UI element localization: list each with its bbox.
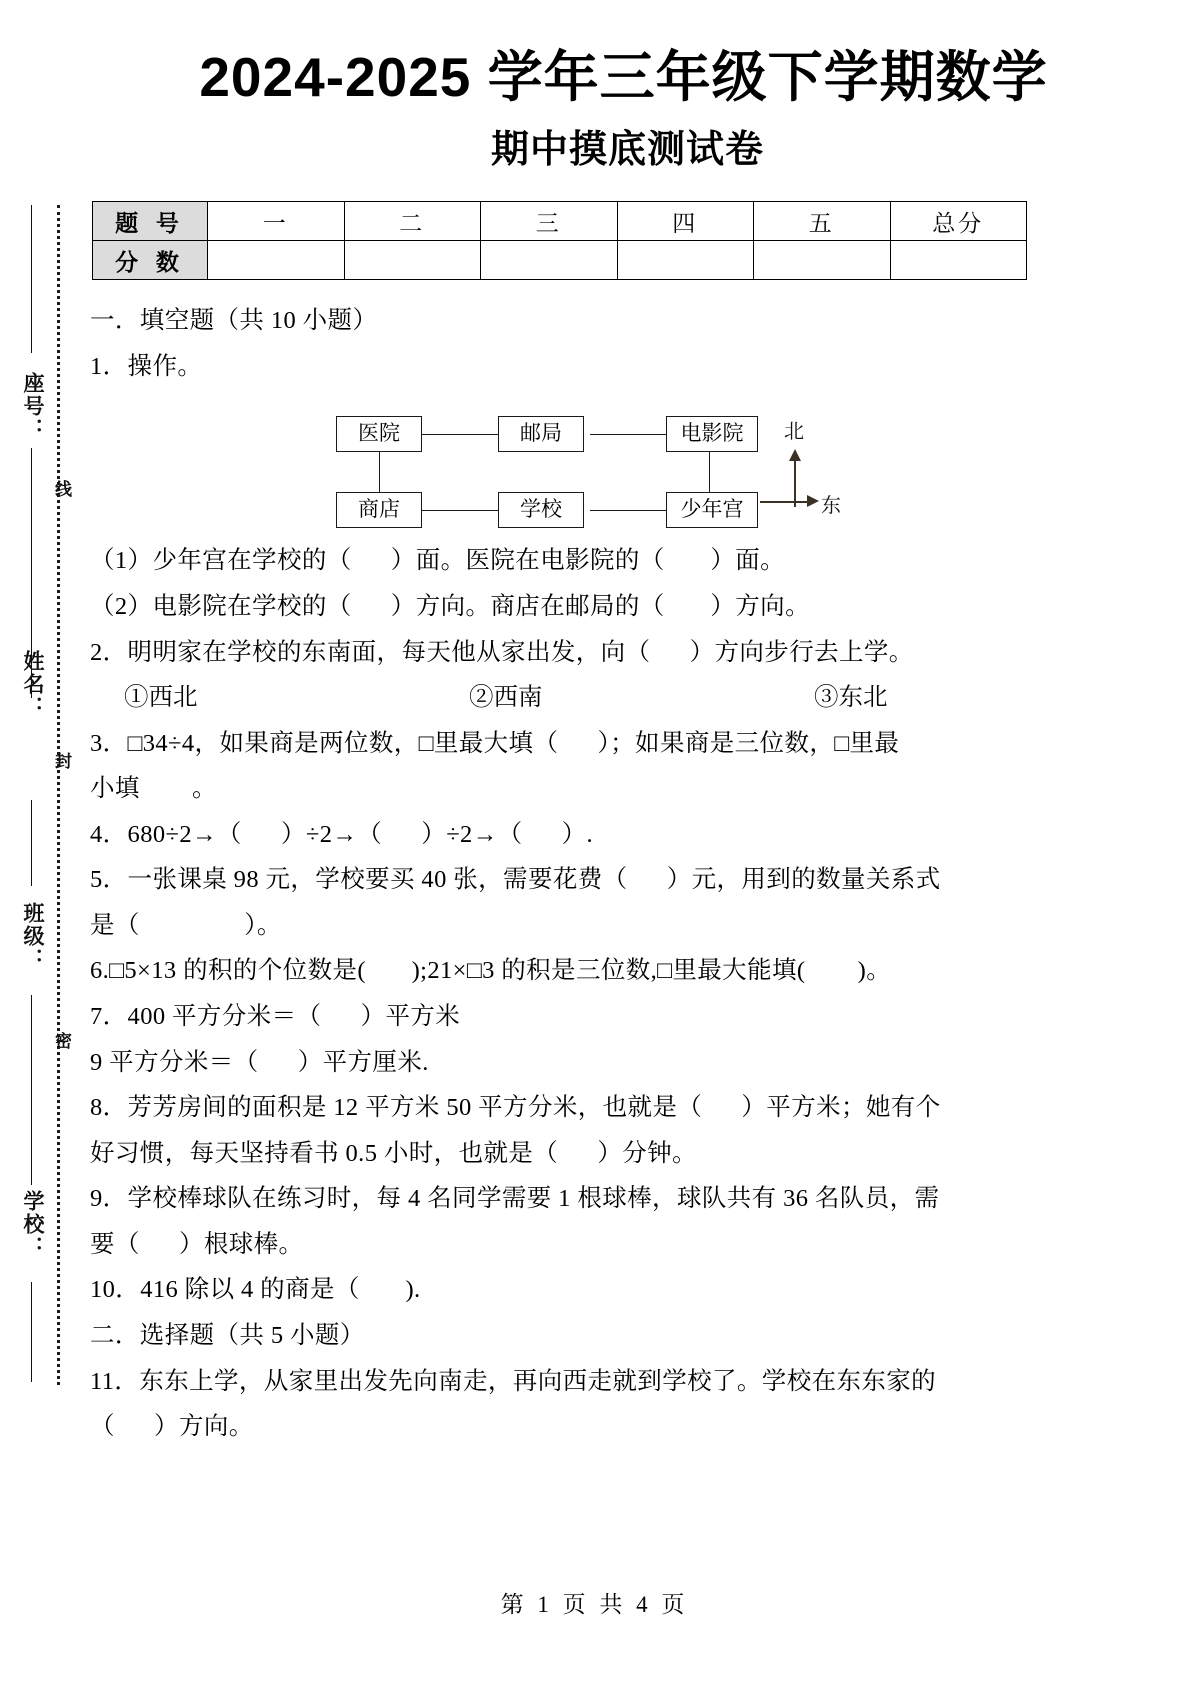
- connector-store-school: [422, 510, 498, 511]
- question-5-line-1: 5．一张课桌 98 元，学校要买 40 张，需要花费（ ）元，用到的数量关系式: [90, 866, 941, 894]
- compass-label-north: 北: [784, 421, 804, 444]
- seal-line-seg-1: [31, 205, 32, 353]
- score-table-col-3: 三: [481, 202, 618, 241]
- section-heading-fill-in-blank: 一．填空题（共 10 小题）: [90, 307, 378, 335]
- question-3-line-1: 3．□34÷4，如果商是两位数，□里最大填（ ）；如果商是三位数，□里最: [90, 729, 900, 757]
- question-2-option-1[interactable]: ①西北: [124, 684, 198, 712]
- map-box-cinema: 电影院: [666, 416, 758, 452]
- table-row-question-numbers: [93, 202, 1027, 241]
- seal-margin: [0, 0, 78, 1684]
- seal-char-mi: 密: [52, 1032, 71, 1051]
- seal-char-xian: 线: [52, 480, 71, 499]
- question-7-line-2: 9 平方分米＝（ ）平方厘米.: [90, 1048, 429, 1076]
- question-11-line-1: 11．东东上学，从家里出发先向南走，再向西走就到学校了。学校在东东家的: [90, 1367, 937, 1395]
- seal-field-class: 班级：: [21, 902, 45, 971]
- table-row-scores: [93, 241, 1027, 280]
- compass-east-arrow-icon: [807, 495, 819, 507]
- connector-postoffice-cinema: [590, 434, 666, 435]
- map-box-store: 商店: [336, 492, 422, 528]
- connector-cinema-youthpalace: [709, 452, 710, 492]
- connector-hospital-postoffice: [422, 434, 498, 435]
- question-7-line-1: 7．400 平方分米＝（ ）平方米: [90, 1003, 461, 1030]
- seal-char-feng: 封: [52, 752, 71, 771]
- score-cell-4[interactable]: [617, 241, 754, 280]
- score-table-wrapper: [78, 201, 1191, 280]
- score-table-col-1: 一: [208, 202, 345, 241]
- map-box-hospital: 医院: [336, 416, 422, 452]
- question-4: 4．680÷2→（ ）÷2→（ ）÷2→（ ）.: [90, 820, 594, 848]
- score-cell-3[interactable]: [481, 241, 618, 280]
- connector-school-youthpalace: [590, 510, 666, 511]
- question-5-line-2: 是（ ）。: [90, 911, 282, 939]
- seal-line-seg-4: [31, 995, 32, 1185]
- compass-east-axis: [760, 501, 808, 503]
- question-8-line-1: 8．芳芳房间的面积是 12 平方米 50 平方分米，也就是（ ）平方米；她有个: [90, 1094, 941, 1122]
- score-cell-5[interactable]: [754, 241, 891, 280]
- question-3-line-2: 小填 。: [90, 775, 217, 803]
- exam-body: [78, 298, 1191, 1449]
- question-9-line-2: 要（ ）根球棒。: [90, 1230, 304, 1258]
- compass-north-arrow-icon: [789, 449, 801, 461]
- seal-dotted-line: [57, 205, 60, 1385]
- compass-north-axis: [794, 459, 796, 507]
- question-11-line-2: （ ）方向。: [90, 1413, 254, 1441]
- page-title: 2024-2025 学年三年级下学期数学: [199, 46, 1048, 108]
- map-box-school: 学校: [498, 492, 584, 528]
- score-table-col-total: 总分: [890, 202, 1027, 241]
- seal-line-seg-5: [31, 1282, 32, 1382]
- question-1-stem: 1．操作。: [90, 352, 203, 380]
- score-table-col-5: 五: [754, 202, 891, 241]
- connector-hospital-store: [379, 452, 380, 492]
- question-2-option-2[interactable]: ②西南: [469, 684, 543, 712]
- score-cell-2[interactable]: [344, 241, 481, 280]
- exam-page: [78, 0, 1191, 1684]
- map-box-youth-palace: 少年宫: [666, 492, 758, 528]
- question-2-options: [90, 675, 1183, 721]
- score-table: [92, 201, 1027, 280]
- question-1-sub-2: （2）电影院在学校的（ ）方向。商店在邮局的（ ）方向。: [90, 592, 810, 620]
- score-cell-1[interactable]: [208, 241, 345, 280]
- seal-field-seat-number: 座号：: [21, 372, 45, 441]
- section-heading-multiple-choice: 二．选择题（共 5 小题）: [90, 1321, 365, 1349]
- page-subtitle: 期中摸底测试卷: [490, 129, 764, 172]
- score-cell-total[interactable]: [890, 241, 1027, 280]
- title-block: [78, 0, 1191, 173]
- seal-line-seg-3: [31, 800, 32, 886]
- question-2-option-3[interactable]: ③东北: [814, 684, 888, 712]
- seal-field-name: 姓名：: [21, 650, 45, 719]
- score-table-col-4: 四: [617, 202, 754, 241]
- question-10: 10．416 除以 4 的商是（ ).: [90, 1276, 421, 1304]
- score-table-col-2: 二: [344, 202, 481, 241]
- question-2: 2．明明家在学校的东南面，每天他从家出发，向（ ）方向步行去上学。: [90, 638, 914, 666]
- question-1-sub-1: （1）少年宫在学校的（ ）面。医院在电影院的（ ）面。: [90, 547, 786, 575]
- location-map-diagram: [90, 397, 1183, 532]
- page-footer: 第 1 页 共 4 页: [500, 1592, 689, 1617]
- question-8-line-2: 好习惯，每天坚持看书 0.5 小时，也就是（ ）分钟。: [90, 1139, 697, 1167]
- score-table-row-label-score: 分 数: [93, 241, 208, 280]
- question-6: 6.□5×13 的积的个位数是( );21×□3 的积是三位数,□里最大能填( )。: [90, 957, 892, 985]
- seal-field-school: 学校：: [21, 1190, 45, 1259]
- question-9-line-1: 9．学校棒球队在练习时，每 4 名同学需要 1 根球棒，球队共有 36 名队员，需: [90, 1185, 940, 1213]
- map-box-post-office: 邮局: [498, 416, 584, 452]
- compass-label-east: 东: [821, 495, 841, 518]
- score-table-row-label-question: 题 号: [93, 202, 208, 241]
